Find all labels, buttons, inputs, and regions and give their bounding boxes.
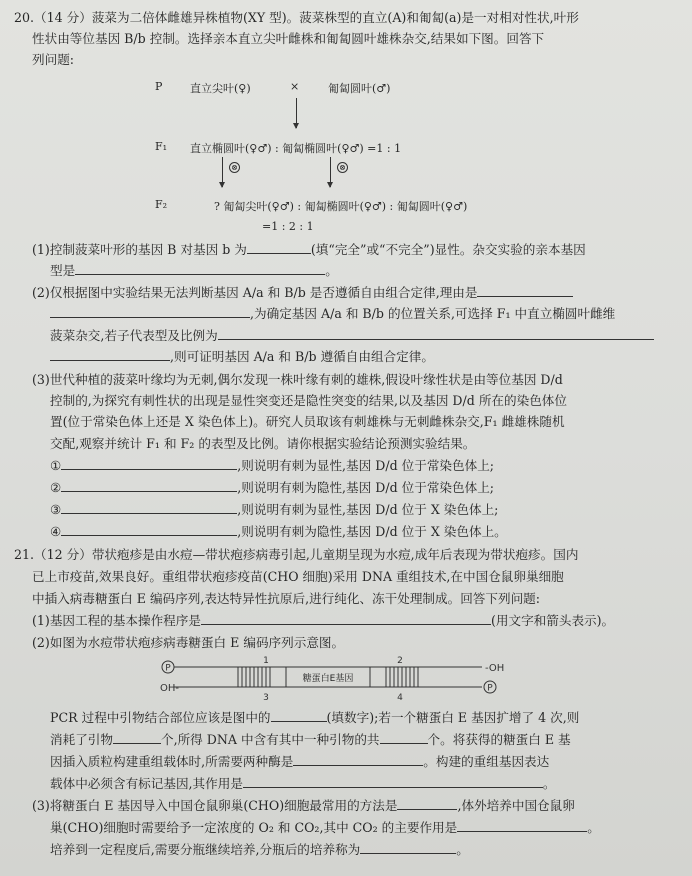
answer-blank[interactable] [61,479,237,492]
q20-s2-line2: ,为确定基因 A/a 和 B/b 的位置关系,可选择 F₁ 中直立椭圆叶雌维 [50,305,678,323]
q20-s2-line4: ,则可证明基因 A/a 和 B/b 遵循自由组合定律。 [50,348,678,366]
answer-blank[interactable] [457,819,587,832]
answer-blank[interactable] [477,284,573,297]
gene-sequence-diagram [160,654,520,704]
option-4: ④ ,则说明有刺为隐性,基因 D/d 位于 X 染色体上。 [50,524,507,539]
site-3: 3 [263,693,269,703]
q20-s2-line1: (2)仅根据图中实验结果无法判断基因 A/a 和 B/b 是否遵循自由组合定律,理由是 [32,284,678,302]
arrow-f1-f2-left [222,157,223,187]
q21-s1: (1)基因工程的基本操作程序是 (用文字和箭头表示)。 [32,613,615,628]
answer-blank[interactable] [247,241,311,254]
selfing-icon-right: ⊗ [337,162,348,173]
q21-s3-line1: (3)将糖蛋白 E 基因导入中国仓鼠卵巢(CHO)细胞最常用的方法是 ,体外培养中国仓鼠卵 [32,798,575,813]
q20-line3: 列问题: [32,52,75,67]
primer-region-left [242,667,270,687]
f1-label: F₁ [155,140,168,153]
q21-s2: (2)如图为水痘带状疱疹病毒糖蛋白 E 编码序列示意图。 [32,635,345,650]
answer-blank[interactable] [360,841,456,854]
q21-line3: 中插入病毒糖蛋白 E 编码序列,表达特异性抗原后,进行纯化、冻干处理制成。回答下列问题: [32,591,541,606]
q20-line2: 性状由等位基因 B/b 控制。选择亲本直立尖叶雌株和匍匐圆叶雄株杂交,结果如下图。回答下 [32,31,545,46]
answer-blank[interactable] [293,753,423,766]
site-1: 1 [263,656,269,666]
p-female: 直立尖叶(♀) [190,82,251,95]
answer-blank[interactable] [50,305,250,318]
answer-blank[interactable] [243,775,543,788]
oh-label-left: OH- [160,683,179,694]
answer-blank[interactable] [61,457,237,470]
p-male: 匍匐圆叶(♂) [328,82,391,95]
p-cross: × [290,80,300,93]
q20-s3-line1: (3)世代种植的菠菜叶缘均为无刺,偶尔发现一株叶缘有刺的雄株,假设叶缘性状是由等位基因 D/d [32,372,563,387]
q20-s1-line1: (1)控制菠菜叶形的基因 B 对基因 b 为 (填“完全”或“不完全”)显性。杂交实验的亲本基因 [32,242,586,257]
answer-blank[interactable] [113,731,161,744]
q20-s3-line3: 置(位于常染色体上还是 X 染色体上)。研究人员取该有刺雄株与无刺雌株杂交,F₁ 雌雄株随机 [50,414,565,429]
answer-blank[interactable] [380,731,428,744]
q21-line1: 21.（12 分）带状疱疹是由水痘—带状疱疹病毒引起,儿童期呈现为水痘,成年后表现为带状疱疹。国内 [14,547,579,562]
q20-s2-line3: 菠菜杂交,若子代表型及比例为 [50,327,678,345]
answer-blank[interactable] [271,709,327,722]
selfing-icon-left: ⊗ [229,162,240,173]
answer-blank[interactable] [50,348,170,361]
answer-blank[interactable] [61,523,237,536]
f1-text: 直立椭圆叶(♀♂) : 匍匐椭圆叶(♀♂) =1 : 1 [190,142,402,155]
gene-label: 糖蛋白E基因 [302,674,354,684]
phosphate-label-right: P [487,683,493,694]
q20-s3-line4: 交配,观察并统计 F₁ 和 F₂ 的表型及比例。请你根据实验结论预测实验结果。 [50,436,476,451]
arrow-f1-f2-right [330,157,331,187]
option-2: ② ,则说明有刺为隐性,基因 D/d 位于常染色体上; [50,480,495,495]
f2-text: ? 匍匐尖叶(♀♂) : 匍匐椭圆叶(♀♂) : 匍匐圆叶(♀♂) [214,200,468,213]
option-3: ③ ,则说明有刺为显性,基因 D/d 位于 X 染色体上; [50,502,499,517]
answer-blank[interactable] [218,327,654,340]
arrow-p-f1 [296,98,297,128]
oh-label-right: -OH [485,663,505,674]
pcr-line1: PCR 过程中引物结合部位应该是图中的 (填数字);若一个糖蛋白 E 基因扩增了 4 次,则 [50,710,580,725]
pcr-line2: 消耗了引物 个,所得 DNA 中含有其中一种引物的共 个。将获得的糖蛋白 E 基 [50,732,571,747]
pcr-line3: 因插入质粒构建重组载体时,所需要两种酶是 。构建的重组基因表达 [50,754,550,769]
q20-s1-line2: 型是 。 [50,263,338,278]
site-4: 4 [397,693,403,703]
phosphate-label-left: P [165,663,171,674]
q21-line2: 已上市疫苗,效果良好。重组带状疱疹疫苗(CHO 细胞)采用 DNA 重组技术,在中国仓鼠卵巢细胞 [32,569,564,584]
option-1: ① ,则说明有刺为显性,基因 D/d 位于常染色体上; [50,458,495,473]
primer-region-right [386,667,414,687]
answer-blank[interactable] [201,612,491,625]
pcr-line4: 载体中必须含有标记基因,其作用是 。 [50,776,556,791]
q21-s3-line2: 巢(CHO)细胞时需要给予一定浓度的 O₂ 和 CO₂,其中 CO₂ 的主要作用是 。 [50,820,600,835]
q20-line1: 20.（14 分）菠菜为二倍体雌雄异株植物(XY 型)。菠菜株型的直立(A)和匍匐(a)是一对相对性状,叶形 [14,10,579,25]
f2-ratio: =1 : 2 : 1 [262,220,314,233]
p-label: P [155,80,163,93]
answer-blank[interactable] [75,262,325,275]
site-2: 2 [397,656,403,666]
answer-blank[interactable] [397,797,457,810]
answer-blank[interactable] [61,501,237,514]
f2-label: F₂ [155,198,168,211]
q21-s3-line3: 培养到一定程度后,需要分瓶继续培养,分瓶后的培养称为 。 [50,842,469,857]
q20-s3-line2: 控制的,为探究有刺性状的出现是显性突变还是隐性突变的结果,以及基因 D/d 所在的染色体位 [50,393,567,408]
